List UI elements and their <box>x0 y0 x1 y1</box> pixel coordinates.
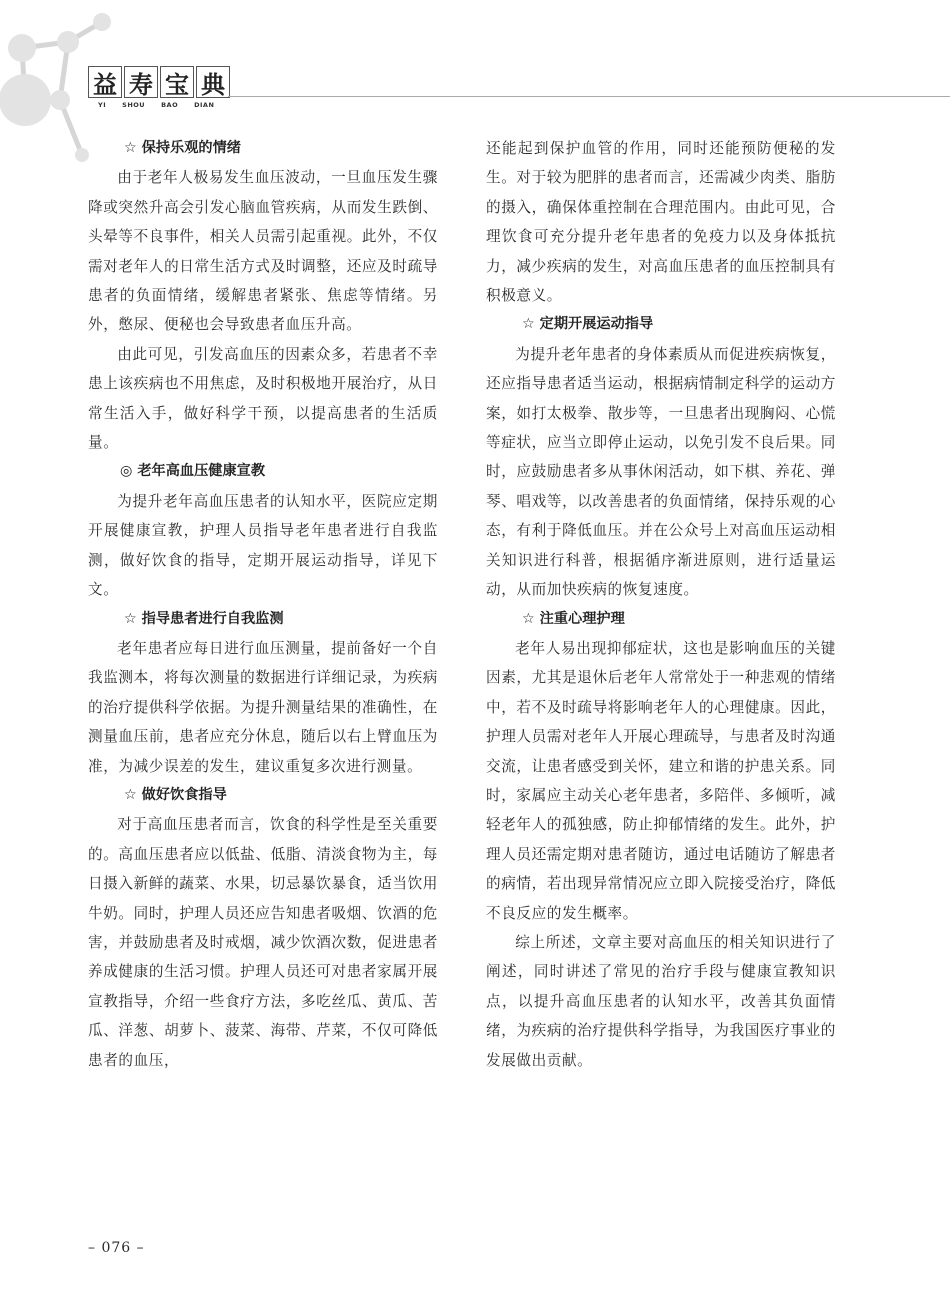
brand-char: 益 <box>88 66 122 98</box>
paragraph: 为提升老年高血压患者的认知水平，医院应定期开展健康宣教，护理人员指导老年患者进行自我监测，做好饮食的指导，定期开展运动指导，详见下文。 <box>88 492 438 599</box>
brand-char: 典 <box>196 66 230 98</box>
paragraph: 老年患者应每日进行血压测量，提前备好一个自我监测本，将每次测量的数据进行详细记录，为疾病的治疗提供科学依据。为提升测量结果的准确性，在测量血压前，患者应充分休息，随后以右上臂血压为准，为减少误差的发生，建议重复多次进行测量。 <box>88 639 438 775</box>
brand-char: 宝 <box>160 66 194 98</box>
page-number: – 076 – <box>88 1240 145 1256</box>
section-heading: ☆ 保持乐观的情绪 <box>124 140 241 156</box>
brand-pinyin: BAO <box>161 101 179 109</box>
brand-char: 寿 <box>124 66 158 98</box>
section-heading: ☆ 做好饮食指导 <box>124 786 227 803</box>
section-heading: ☆ 定期开展运动指导 <box>522 316 654 333</box>
paragraph: 综上所述，文章主要对高血压的相关知识进行了阐述，同时讲述了常见的治疗手段与健康宣教知识点，以提升高血压患者的认知水平，改善其负面情绪，为疾病的治疗提供科学指导，为我国医疗事业的发展做出贡献。 <box>486 933 836 1069</box>
brand-logo <box>88 66 230 109</box>
paragraph: 由于老年人极易发生血压波动，一旦血压发生骤降或突然升高会引发心脑血管疾病，从而发生跌倒、头晕等不良事件，相关人员需引起重视。此外，不仅需对老年人的日常生活方式及时调整，还应及时疏导患者的负面情绪，缓解患者紧张、焦虑等情绪。另外，憋尿、便秘也会导致患者血压升高。 <box>88 169 438 334</box>
paragraph: 老年人易出现抑郁症状，这也是影响血压的关键因素，尤其是退休后老年人常常处于一种悲观的情绪中，若不及时疏导将影响老年人的心理健康。因此，护理人员需对老年人开展心理疏导，与患者及时沟通交流，让患者感受到关怀，建立和谐的护患关系。同时，家属应主动关心老年患者，多陪伴、多倾听，减轻老年人的孤独感，防止抑郁情绪的发生。此外，护理人员还需定期对患者随访，通过电话随访了解患者的病情，若出现异常情况应立即入院接受治疗，降低不良反应的发生概率。 <box>486 639 836 922</box>
paragraph: 为提升老年患者的身体素质从而促进疾病恢复，还应指导患者适当运动，根据病情制定科学的运动方案，如打太极拳、散步等，一旦患者出现胸闷、心慌等症状，应当立即停止运动，以免引发不良后果。同时，应鼓励患者多从事休闲活动，如下棋、养花、弹琴、唱戏等，以改善患者的负面情绪，保持乐观的心态，有利于降低血压。并在公众号上对高血压运动相关知识进行科普，根据循序渐进原则，进行适量运动，从而加快疾病的恢复速度。 <box>486 345 836 599</box>
brand-pinyin: SHOU <box>122 101 146 109</box>
major-heading: ◎ 老年高血压健康宣教 <box>120 463 266 480</box>
brand-pinyin: YI <box>98 101 107 109</box>
right-column <box>486 134 836 1075</box>
header-rule <box>228 96 950 97</box>
paragraph: 对于高血压患者而言，饮食的科学性是至关重要的。高血压患者应以低盐、低脂、清淡食物为主，每日摄入新鲜的蔬菜、水果，切忌暴饮暴食，适当饮用牛奶。同时，护理人员还应告知患者吸烟、饮酒的危害，并鼓励患者及时戒烟，减少饮酒次数，促进患者养成健康的生活习惯。护理人员还可对患者家属开展宣教指导，介绍一些食疗方法，多吃丝瓜、黄瓜、苦瓜、洋葱、胡萝卜、菠菜、海带、芹菜，不仅可降低患者的血压， <box>88 816 438 1069</box>
paragraph: 由此可见，引发高血压的因素众多，若患者不幸患上该疾病也不用焦虑，及时积极地开展治疗，从日常生活入手，做好科学干预，以提高患者的生活质量。 <box>88 345 438 452</box>
section-heading: ☆ 注重心理护理 <box>522 610 625 627</box>
section-heading: ☆ 指导患者进行自我监测 <box>124 610 284 627</box>
paragraph: 还能起到保护血管的作用，同时还能预防便秘的发生。对于较为肥胖的患者而言，还需减少肉类、脂肪的摄入，确保体重控制在合理范围内。由此可见，合理饮食可充分提升老年患者的免疫力以及身体抵抗力，减少疾病的发生，对高血压患者的血压控制具有积极意义。 <box>486 140 836 305</box>
left-column <box>88 134 438 1075</box>
brand-pinyin: DIAN <box>194 101 215 109</box>
